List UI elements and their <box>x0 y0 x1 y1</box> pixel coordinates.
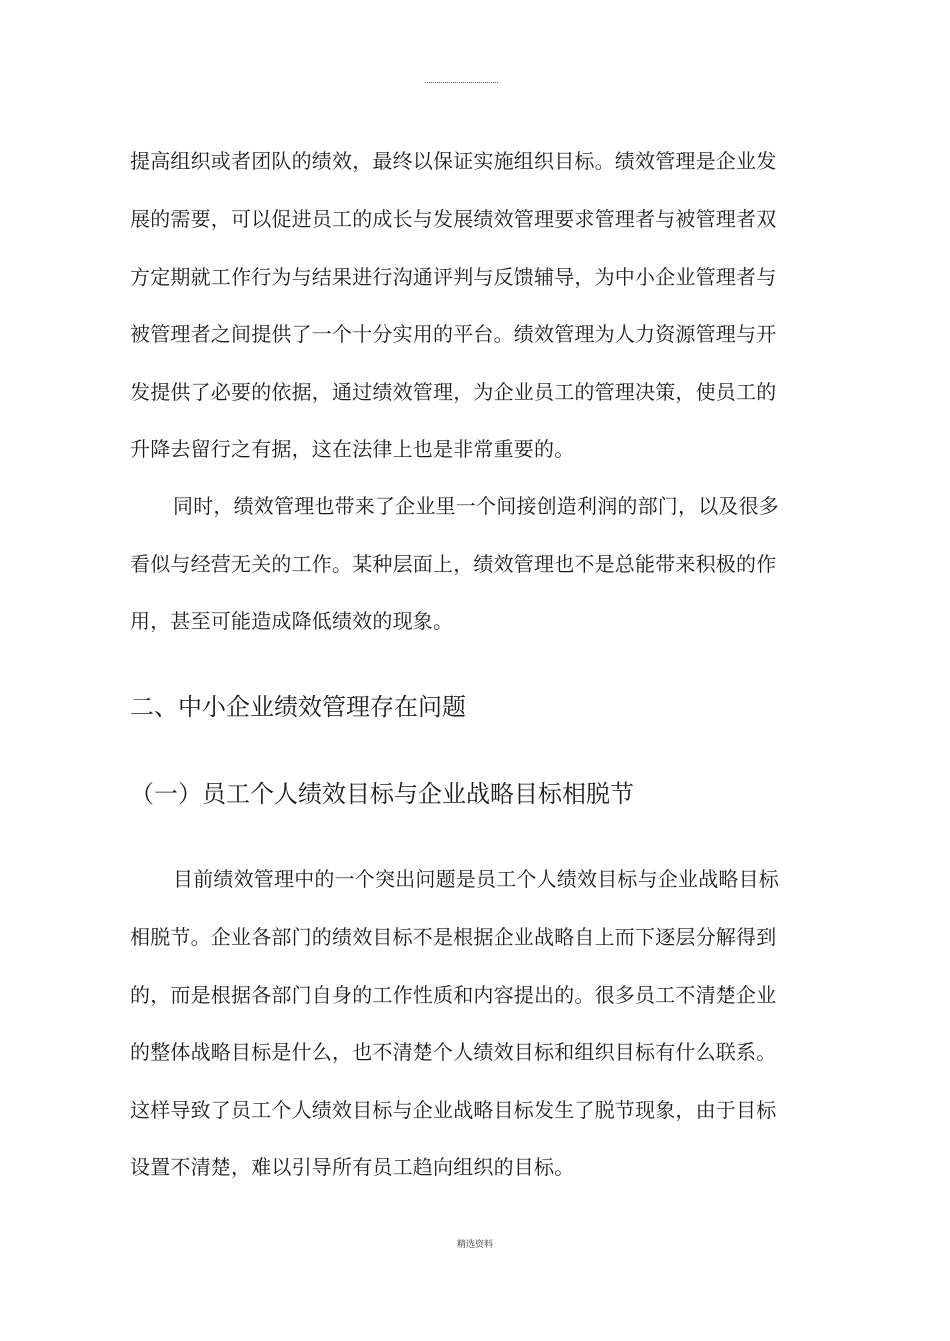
paragraph-1-line: 发提供了必要的依据，通过绩效管理，为企业员工的管理决策，使员工的 <box>130 380 777 404</box>
paragraph-3-line: 的整体战略目标是什么，也不清楚个人绩效目标和组织目标有什么联系。 <box>130 1040 777 1064</box>
paragraph-3-line: 相脱节。企业各部门的绩效目标不是根据企业战略自上而下逐层分解得到 <box>130 925 777 949</box>
section-heading: 二、中小企业绩效管理存在问题 <box>130 693 466 721</box>
paragraph-3-line: 的，而是根据各部门自身的工作性质和内容提出的。很多员工不清楚企业 <box>130 983 777 1007</box>
paragraph-1-line: 展的需要，可以促进员工的成长与发展绩效管理要求管理者与被管理者双 <box>130 207 777 231</box>
paragraph-2-line: 用，甚至可能造成降低绩效的现象。 <box>130 609 454 633</box>
paragraph-3-line: 目前绩效管理中的一个突出问题是员工个人绩效目标与企业战略目标 <box>173 867 779 891</box>
subsection-heading: （一）员工个人绩效目标与企业战略目标相脱节 <box>130 780 634 808</box>
paragraph-1-line: 被管理者之间提供了一个十分实用的平台。绩效管理为人力资源管理与开 <box>130 322 777 346</box>
paragraph-2-line: 看似与经营无关的工作。某种层面上，绩效管理也不是总能带来积极的作 <box>130 552 777 576</box>
page-footer: 精选资料 <box>456 1240 493 1250</box>
paragraph-3-line: 这样导致了员工个人绩效目标与企业战略目标发生了脱节现象，由于目标 <box>130 1098 777 1122</box>
paragraph-3-line: 设置不清楚，难以引导所有员工趋向组织的目标。 <box>130 1155 575 1179</box>
paragraph-1-line: 升降去留行之有据，这在法律上也是非常重要的。 <box>130 437 575 461</box>
paragraph-1-line: 提高组织或者团队的绩效，最终以保证实施组织目标。绩效管理是企业发 <box>130 149 777 173</box>
paragraph-2-line: 同时，绩效管理也带来了企业里一个间接创造利润的部门，以及很多 <box>173 494 779 518</box>
header-dotted-rule <box>425 82 498 83</box>
paragraph-1-line: 方定期就工作行为与结果进行沟通评判与反馈辅导，为中小企业管理者与 <box>130 265 777 289</box>
